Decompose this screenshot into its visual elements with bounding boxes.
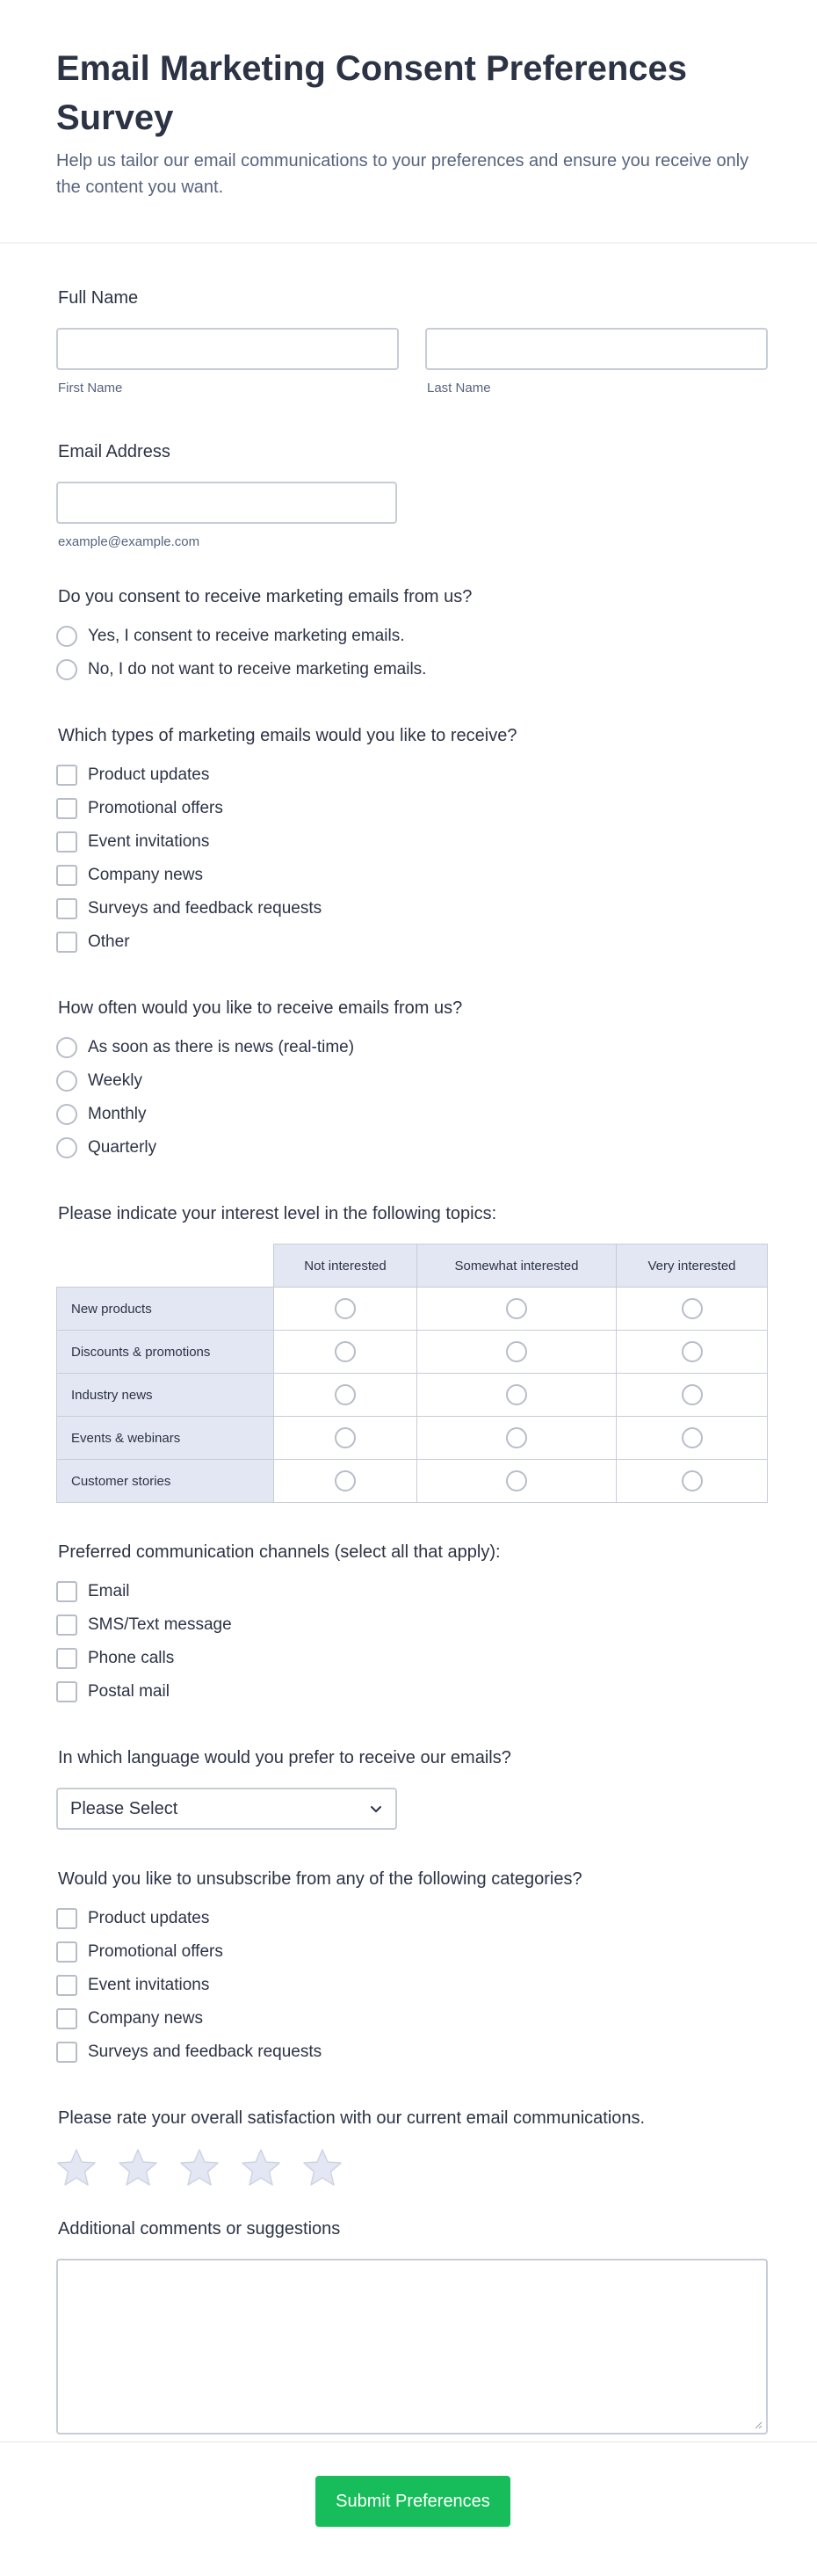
email-sublabel: example@example.com xyxy=(58,534,200,549)
channel-option[interactable] xyxy=(56,1575,768,1608)
checkbox[interactable] xyxy=(56,2042,77,2063)
matrix-column-header: Not interested xyxy=(274,1244,417,1288)
matrix-row-label: New products xyxy=(57,1288,274,1331)
matrix-row-label: Customer stories xyxy=(57,1460,274,1503)
option-label: Event invitations xyxy=(88,832,210,851)
option-label: Monthly xyxy=(88,1105,147,1123)
submit-button[interactable]: Submit Preferences xyxy=(315,2476,510,2527)
radio-button[interactable] xyxy=(56,1070,77,1092)
star-icon[interactable] xyxy=(56,2148,97,2187)
interest-label: Please indicate your interest level in the following topics: xyxy=(58,1204,497,1223)
unsubscribe-label: Would you like to unsubscribe from any of the following categories? xyxy=(58,1869,582,1889)
checkbox[interactable] xyxy=(56,1975,77,1996)
option-label: Promotional offers xyxy=(88,1942,223,1961)
chevron-down-icon xyxy=(369,1802,383,1816)
option-label: Company news xyxy=(88,2009,203,2028)
matrix-row-label: Events & webinars xyxy=(57,1417,274,1460)
matrix-row-label: Industry news xyxy=(57,1374,274,1417)
matrix-radio[interactable] xyxy=(335,1384,356,1405)
option-label: Postal mail xyxy=(88,1682,170,1701)
radio-button[interactable] xyxy=(56,1104,77,1125)
unsubscribe-option[interactable] xyxy=(56,1935,768,1969)
last-name-input[interactable] xyxy=(425,328,768,370)
star-icon[interactable] xyxy=(302,2148,343,2187)
channel-option[interactable] xyxy=(56,1608,768,1642)
email-types-section xyxy=(56,725,768,959)
comments-textarea[interactable] xyxy=(56,2259,768,2435)
checkbox[interactable] xyxy=(56,1681,77,1702)
unsubscribe-option[interactable] xyxy=(56,1902,768,1935)
channels-label: Preferred communication channels (select all that apply): xyxy=(58,1542,501,1562)
matrix-row xyxy=(57,1331,768,1374)
radio-button[interactable] xyxy=(56,1037,77,1058)
matrix-radio[interactable] xyxy=(506,1298,527,1319)
comments-label: Additional comments or suggestions xyxy=(58,2219,341,2239)
option-label: Surveys and feedback requests xyxy=(88,2043,322,2061)
matrix-radio[interactable] xyxy=(682,1384,703,1405)
language-section xyxy=(56,1747,768,1830)
comments-section xyxy=(56,2218,768,2435)
unsubscribe-option[interactable] xyxy=(56,2002,768,2035)
option-label: SMS/Text message xyxy=(88,1615,232,1634)
full-name-label: Full Name xyxy=(58,288,139,308)
email-label: Email Address xyxy=(58,442,170,461)
channel-option[interactable] xyxy=(56,1642,768,1675)
resize-handle-icon[interactable] xyxy=(754,2420,763,2429)
option-label: Promotional offers xyxy=(88,799,223,817)
consent-option-yes[interactable] xyxy=(56,620,768,653)
matrix-radio[interactable] xyxy=(335,1298,356,1319)
matrix-radio[interactable] xyxy=(335,1427,356,1448)
matrix-radio[interactable] xyxy=(506,1384,527,1405)
matrix-corner xyxy=(57,1244,274,1288)
channel-option[interactable] xyxy=(56,1675,768,1709)
checkbox[interactable] xyxy=(56,798,77,819)
checkbox[interactable] xyxy=(56,2008,77,2029)
matrix-row xyxy=(57,1374,768,1417)
matrix-radio[interactable] xyxy=(506,1470,527,1491)
radio-button[interactable] xyxy=(56,1137,77,1158)
star-icon[interactable] xyxy=(179,2148,220,2187)
rating-section xyxy=(56,2108,768,2187)
option-label: Company news xyxy=(88,866,203,884)
last-name-sublabel: Last Name xyxy=(427,381,491,395)
matrix-row-label: Discounts & promotions xyxy=(57,1331,274,1374)
checkbox[interactable] xyxy=(56,1581,77,1602)
matrix-radio[interactable] xyxy=(506,1427,527,1448)
form-header xyxy=(0,0,817,243)
option-label: Quarterly xyxy=(88,1138,157,1157)
matrix-radio[interactable] xyxy=(682,1470,703,1491)
full-name-section xyxy=(56,287,768,395)
frequency-option[interactable] xyxy=(56,1064,768,1098)
unsubscribe-option[interactable] xyxy=(56,1969,768,2002)
radio-button[interactable] xyxy=(56,626,77,647)
checkbox[interactable] xyxy=(56,1941,77,1963)
matrix-radio[interactable] xyxy=(335,1341,356,1362)
option-label: Other xyxy=(88,932,130,951)
checkbox[interactable] xyxy=(56,1908,77,1929)
matrix-row xyxy=(57,1460,768,1503)
matrix-column-header: Somewhat interested xyxy=(417,1244,617,1288)
unsubscribe-option[interactable] xyxy=(56,2035,768,2069)
frequency-section xyxy=(56,998,768,1165)
first-name-input[interactable] xyxy=(56,328,399,370)
option-label: Phone calls xyxy=(88,1649,175,1667)
option-label: Product updates xyxy=(88,766,210,784)
form-title: Email Marketing Consent Preferences Survey xyxy=(56,49,688,137)
checkbox[interactable] xyxy=(56,1615,77,1636)
matrix-radio[interactable] xyxy=(682,1298,703,1319)
frequency-label: How often would you like to receive emails from us? xyxy=(58,998,463,1018)
interest-section xyxy=(56,1203,768,1503)
matrix-row xyxy=(57,1288,768,1331)
matrix-radio[interactable] xyxy=(335,1470,356,1491)
email-type-option[interactable] xyxy=(56,758,768,792)
email-type-option[interactable] xyxy=(56,792,768,825)
option-label: Yes, I consent to receive marketing emails. xyxy=(88,627,405,645)
frequency-option[interactable] xyxy=(56,1031,768,1064)
consent-label: Do you consent to receive marketing emails from us? xyxy=(58,587,473,606)
email-type-option[interactable] xyxy=(56,859,768,892)
star-icon[interactable] xyxy=(118,2148,158,2187)
email-section xyxy=(56,441,768,549)
option-label: No, I do not want to receive marketing emails. xyxy=(88,660,427,678)
matrix-radio[interactable] xyxy=(682,1341,703,1362)
language-select-value: Please Select xyxy=(70,1798,178,1818)
matrix-row xyxy=(57,1417,768,1460)
matrix-column-header: Very interested xyxy=(617,1244,768,1288)
channels-section xyxy=(56,1542,768,1709)
checkbox[interactable] xyxy=(56,898,77,919)
form-subtitle: Help us tailor our email communications to your preferences and ensure you receive only the content you want. xyxy=(56,151,749,197)
consent-option-no[interactable] xyxy=(56,653,768,686)
option-label: Product updates xyxy=(88,1909,210,1927)
unsubscribe-section xyxy=(56,1869,768,2069)
form-body xyxy=(0,287,817,2435)
checkbox[interactable] xyxy=(56,865,77,886)
email-input[interactable] xyxy=(56,482,397,524)
consent-section xyxy=(56,586,768,686)
email-type-option[interactable] xyxy=(56,925,768,959)
checkbox[interactable] xyxy=(56,932,77,953)
frequency-option[interactable] xyxy=(56,1131,768,1165)
star-rating xyxy=(56,2148,768,2187)
matrix-radio[interactable] xyxy=(682,1427,703,1448)
email-types-label: Which types of marketing emails would you like to receive? xyxy=(58,726,517,745)
form-footer xyxy=(0,2442,817,2576)
checkbox[interactable] xyxy=(56,1648,77,1669)
rating-label: Please rate your overall satisfaction with our current email communications. xyxy=(58,2108,646,2128)
first-name-sublabel: First Name xyxy=(58,381,123,395)
interest-matrix xyxy=(56,1244,768,1503)
email-type-option[interactable] xyxy=(56,825,768,859)
option-label: Surveys and feedback requests xyxy=(88,899,322,918)
option-label: As soon as there is news (real-time) xyxy=(88,1038,355,1056)
option-label: Weekly xyxy=(88,1071,142,1090)
option-label: Event invitations xyxy=(88,1976,210,1994)
option-label: Email xyxy=(88,1582,130,1600)
matrix-radio[interactable] xyxy=(506,1341,527,1362)
star-icon[interactable] xyxy=(241,2148,281,2187)
frequency-option[interactable] xyxy=(56,1098,768,1131)
checkbox[interactable] xyxy=(56,765,77,786)
radio-button[interactable] xyxy=(56,659,77,680)
language-label: In which language would you prefer to receive our emails? xyxy=(58,1748,511,1767)
checkbox[interactable] xyxy=(56,831,77,853)
language-select[interactable] xyxy=(56,1788,397,1830)
email-type-option[interactable] xyxy=(56,892,768,925)
